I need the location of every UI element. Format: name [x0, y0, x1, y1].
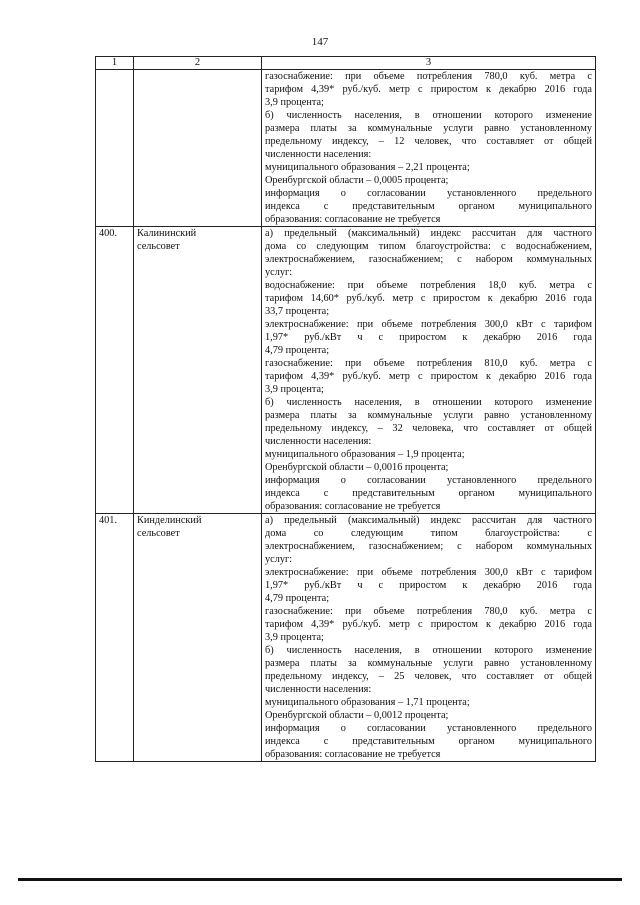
table-row: [96, 514, 596, 762]
municipality-name-line: Калининский: [137, 228, 197, 239]
description-line: индекса с представительным органом муниципального: [265, 201, 592, 212]
description-line: индекса с представительным органом муниципального: [265, 736, 592, 747]
description-line: электроснабжением, газоснабжением; с набором коммунальных: [265, 254, 592, 265]
description-line: водоснабжение: при объеме потребления 18,0 куб. метра с: [265, 280, 592, 291]
index-table: [95, 56, 596, 762]
description-line: предельному индексу, – 32 человека, что составляет от общей: [265, 423, 592, 434]
description-line: информация о согласовании установленного предельного: [265, 723, 592, 734]
index-description: [262, 514, 596, 762]
description-line: б) численность населения, в отношении которого изменение: [265, 397, 592, 408]
page-number: 147: [311, 36, 329, 48]
description-line: тарифом 4,39* руб./куб. метр с приростом к декабрю 2016 года: [265, 619, 592, 630]
description-line: газоснабжение: при объеме потребления 780,0 куб. метра с: [265, 71, 592, 82]
description-line: газоснабжение: при объеме потребления 810,0 куб. метра с: [265, 358, 592, 369]
description-line: численности населения:: [265, 436, 372, 447]
header-col-1: 1: [96, 57, 134, 70]
description-line: дома со следующим типом благоустройства: с: [265, 528, 592, 539]
description-line: 3,9 процента;: [265, 97, 324, 108]
description-line: образования: согласование не требуется: [265, 501, 441, 512]
description-line: размера платы за коммунальные услуги равно установленному: [265, 658, 592, 669]
description-line: Оренбургской области – 0,0012 процента;: [265, 710, 449, 721]
description-line: электроснабжение: при объеме потребления 300,0 кВт с тарифом: [265, 319, 592, 330]
description-line: Оренбургской области – 0,0005 процента;: [265, 175, 449, 186]
description-line: 33,7 процента;: [265, 306, 330, 317]
table-row: [96, 227, 596, 514]
description-line: услуг:: [265, 554, 293, 565]
municipality-name-line: сельсовет: [137, 241, 180, 252]
description-line: а) предельный (максимальный) индекс рассчитан для частного: [265, 515, 592, 526]
description-line: Оренбургской области – 0,0016 процента;: [265, 462, 449, 473]
description-line: б) численность населения, в отношении которого изменение: [265, 110, 592, 121]
footer-rule: [18, 878, 622, 881]
description-line: муниципального образования – 1,9 процента;: [265, 449, 465, 460]
description-line: размера платы за коммунальные услуги равно установленному: [265, 123, 592, 134]
description-line: индекса с представительным органом муниципального: [265, 488, 592, 499]
index-description: [262, 70, 596, 227]
description-line: образования: согласование не требуется: [265, 749, 441, 760]
description-line: 4,79 процента;: [265, 345, 330, 356]
description-line: дома со следующим типом благоустройства: с водоснабжением,: [265, 241, 592, 252]
municipality-name-line: Кинделинский: [137, 515, 202, 526]
description-line: тарифом 4,39* руб./куб. метр с приростом к декабрю 2016 года: [265, 371, 592, 382]
description-line: электроснабжением, газоснабжением; с набором коммунальных: [265, 541, 592, 552]
description-line: информация о согласовании установленного предельного: [265, 475, 592, 486]
municipality-name: [134, 70, 262, 227]
description-line: а) предельный (максимальный) индекс рассчитан для частного: [265, 228, 592, 239]
description-line: услуг:: [265, 267, 293, 278]
description-line: информация о согласовании установленного предельного: [265, 188, 592, 199]
header-row: [96, 57, 596, 70]
description-line: б) численность населения, в отношении которого изменение: [265, 645, 592, 656]
description-line: 1,97* руб./кВт ч с приростом к декабрю 2016 года: [265, 580, 592, 591]
index-description: [262, 227, 596, 514]
description-line: 4,79 процента;: [265, 593, 330, 604]
description-line: предельному индексу, – 12 человек, что составляет от общей: [265, 136, 592, 147]
header-col-3: 3: [262, 57, 596, 70]
description-line: предельному индексу, – 25 человек, что составляет от общей: [265, 671, 592, 682]
description-line: 3,9 процента;: [265, 632, 324, 643]
description-line: тарифом 4,39* руб./куб. метр с приростом к декабрю 2016 года: [265, 84, 592, 95]
description-line: 1,97* руб./кВт ч с приростом к декабрю 2016 года: [265, 332, 592, 343]
municipality-name: [134, 227, 262, 514]
description-line: электроснабжение: при объеме потребления 300,0 кВт с тарифом: [265, 567, 592, 578]
header-col-2: 2: [134, 57, 262, 70]
description-line: муниципального образования – 2,21 процента;: [265, 162, 470, 173]
row-number: [96, 70, 134, 227]
description-line: тарифом 14,60* руб./куб. метр с приростом к декабрю 2016 года: [265, 293, 592, 304]
description-line: газоснабжение: при объеме потребления 780,0 куб. метра с: [265, 606, 592, 617]
table-row: [96, 70, 596, 227]
description-line: размера платы за коммунальные услуги равно установленному: [265, 410, 592, 421]
row-number: 400.: [96, 227, 134, 514]
description-line: численности населения:: [265, 684, 372, 695]
description-line: муниципального образования – 1,71 процента;: [265, 697, 470, 708]
description-line: образования: согласование не требуется: [265, 214, 441, 225]
municipality-name: [134, 514, 262, 762]
description-line: 3,9 процента;: [265, 384, 324, 395]
row-number: 401.: [96, 514, 134, 762]
description-line: численности населения:: [265, 149, 372, 160]
municipality-name-line: сельсовет: [137, 528, 180, 539]
